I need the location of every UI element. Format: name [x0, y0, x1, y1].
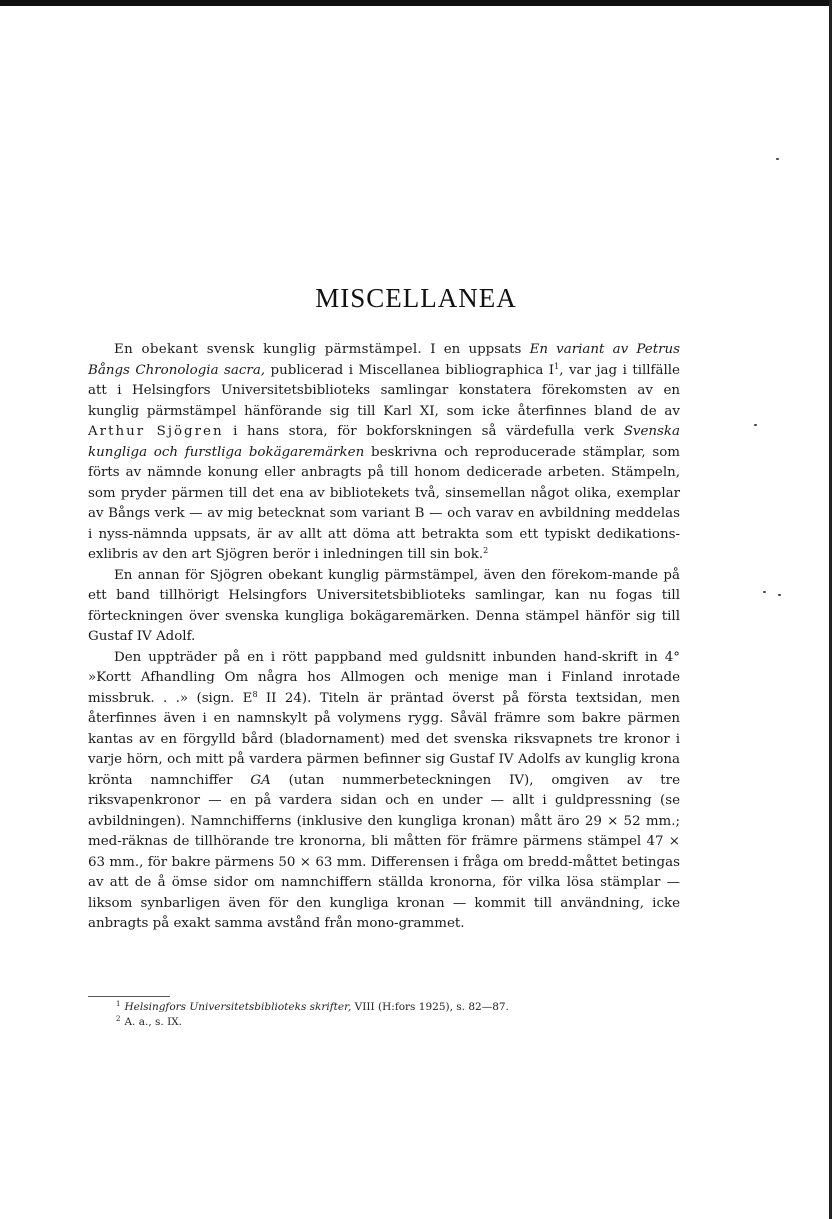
top-border: [0, 0, 832, 6]
footnote-text: VIII (H:fors 1925), s. 82—87.: [351, 1001, 509, 1013]
footnote-ref: 2: [483, 546, 489, 555]
section-heading: En obekant svensk kunglig pärmstämpel.: [114, 342, 422, 357]
footnote-mark: 1: [116, 1000, 121, 1008]
footnote-ref: 1: [554, 361, 560, 371]
dust-speck: [754, 424, 757, 426]
paragraph-1: [88, 340, 680, 566]
text-run: , var jag i tillfälle att i Helsingfors Universitetsbiblioteks samlingar konstatera förekomsten av en kunglig pärmstämpel hänförande sig till Karl XI, som icke återfinnes bland de av: [88, 362, 680, 419]
article-body: [88, 340, 680, 935]
text-run: publicerad i Miscellanea bibliographica I: [265, 362, 555, 378]
italic-title: Svenska kungliga och furstliga bokägaremärken: [88, 424, 680, 460]
paragraph-3: [88, 648, 680, 935]
footnote-mark: 2: [116, 1015, 121, 1023]
paragraph-2: En annan för Sjögren obekant kunglig pärmstämpel, även den förekom-mande på ett band tillhörigt Helsingfors Universitetsbiblioteks samlingar, kan nu fogas till förteckningen över svenska kungliga bokägaremärken. Denna stämpel hänför sig till Gustaf IV Adolf.: [88, 567, 680, 644]
text-run: I en uppsats: [421, 342, 530, 357]
footnotes: [116, 1000, 676, 1030]
dust-speck: [778, 594, 781, 596]
dust-speck: [776, 158, 779, 160]
footnote-divider: [88, 996, 170, 997]
text-run: beskrivna och reproducerade stämplar, som förts av nämnde konung eller anbragts på till honom dedicerade arbeten. Stämpeln, som pryder pärmen till det ena av bibliotekets två, sinsemellan något olika, exemplar av Bångs verk — av mig betecknat som variant B — och varav en avbildning meddelas i nyss-nämnda uppsats, är av allt att döma att betrakta som ett typiskt dedikations-exlibris av den art Sjögren berör i inledningen till sin bok.: [88, 444, 680, 562]
text-run: i hans stora, för bokforskningen så värdefulla verk: [223, 424, 624, 439]
dust-speck: [763, 591, 766, 593]
footnote-italic: Helsingfors Universitetsbiblioteks skrifter,: [124, 1001, 352, 1013]
text-run: (utan nummerbeteckningen IV), omgiven av tre riksvapenkronor — en på vardera sidan och en under — allt i guldpressning (se avbildningen). Namnchifferns (inklusive den kungliga kronan) mått äro 29 × 52 mm.; med-räknas de tillhörande tre kronorna, bli måtten för främre pärmens stämpel 47 × 63 mm., för bakre pärmens 50 × 63 mm. Differensen i fråga om bredd-måttet betingas av att de å ömse sidor om namnchiffern ställda kronorna, för vilka lösa stämplar — liksom synbarligen även för den kungliga kronan — kommit till användning, icke anbragts på exakt samma avstånd från mono-grammet.: [88, 772, 680, 931]
text-run: II 24). Titeln är präntad överst på första textsidan, men återfinnes även i en namnskylt på volymens rygg. Såväl främre som bakre pärmen kantas av en förgylld bård (bladornament) med det svenska riksvapnets tre kronor i varje hörn, och mitt på vardera pärmen befinner sig Gustaf IV Adolfs av kunglig krona krönta namnchiffer: [88, 690, 681, 788]
text-run: Den uppträder på en i rött pappband med guldsnitt inbunden hand-skrift in 4° »Kortt Afhandling Om några hos Allmogen och menige man i Finland inrotade missbruk. . .» (sign. E: [88, 649, 680, 706]
italic-title: En variant av Petrus Bångs Chronologia sacra,: [88, 342, 680, 378]
superscript: 8: [252, 689, 258, 699]
italic-monogram: GA: [250, 772, 271, 788]
page-title: MISCELLANEA: [315, 283, 517, 313]
footnote-item: [116, 1015, 676, 1030]
author-name: Arthur Sjögren: [88, 424, 224, 439]
footnote-item: [116, 1000, 676, 1015]
footnote-text: A. a., s. IX.: [124, 1016, 183, 1028]
